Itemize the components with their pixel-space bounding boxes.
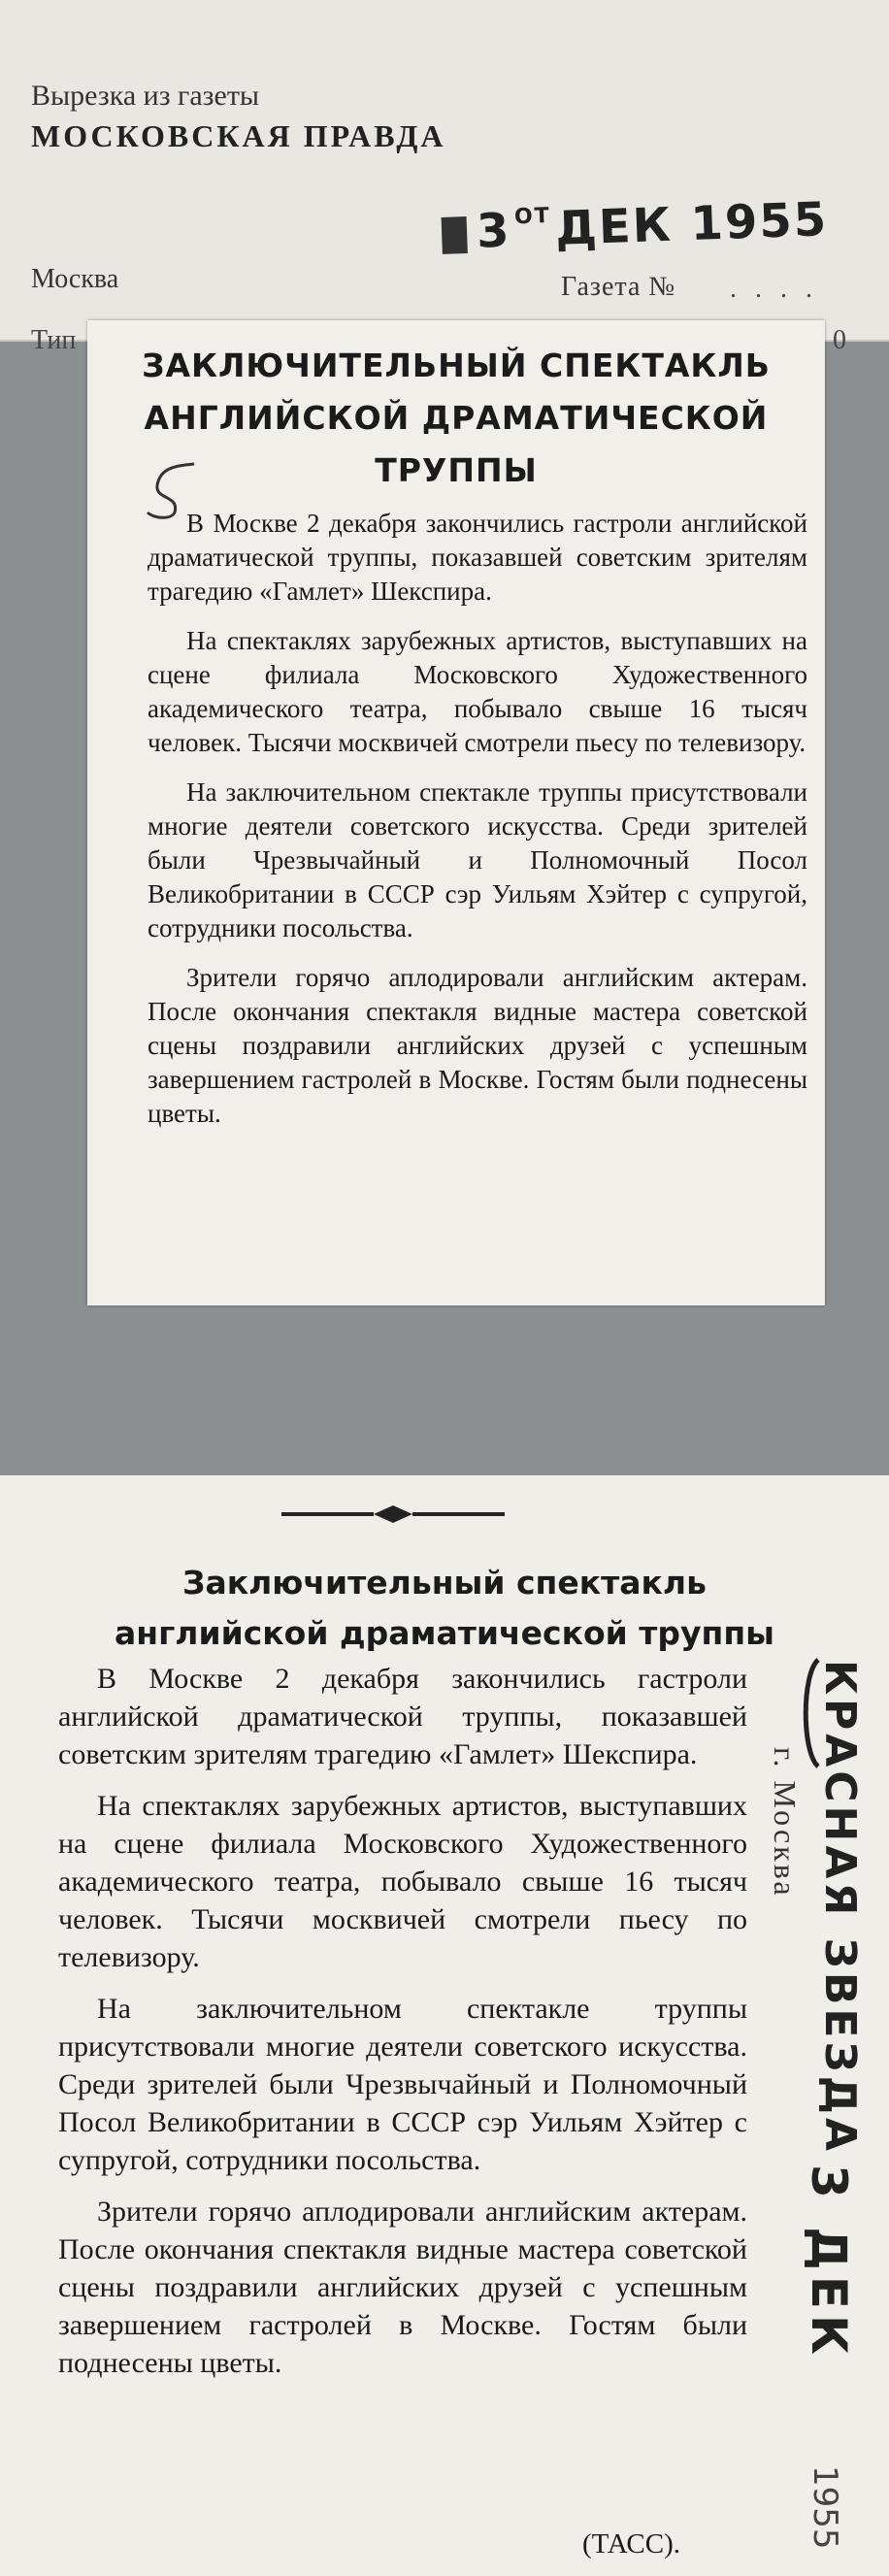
article-2-paragraph: На заключительном спектакле труппы присутствовали многие деятели советского искусства. Среди зрителей были Чрезвычайный и Полномочный Посол Великобритании в СССР сэр Уильям Хэйтер с супругой, сотрудники посольства. (58, 1993, 747, 2176)
article-clipping-1 (87, 320, 825, 1305)
stamp-day: 3 (476, 203, 512, 259)
article-1-paragraph: На заключительном спектакле труппы присутствовали многие деятели советского искусства. Среди зрителей были Чрезвычайный и Полномочный Посол Великобритании в СССР сэр Уильям Хэйтер с супругой, сотрудники посольства. (148, 777, 807, 942)
article-1-paragraph: Зрители горячо аплодировали английским актерам. После окончания спектакля видные мастера советской сцены поздравили английских друзей с успешным завершением гастролей в Москве. Гостям были поднесены цветы. (148, 963, 807, 1128)
article-2-paragraph: Зрители горячо аплодировали английским актерам. После окончания спектакля видные мастера советской сцены поздравили английских друзей с успешным завершением гастролей в Москве. Гостям были поднесены цветы. (58, 2196, 747, 2379)
article-2-body (58, 1660, 747, 2395)
side-newspaper-name: КРАСНАЯ ЗВЕЗДА (815, 1660, 865, 2155)
article-1-paragraph: На спектаклях зарубежных артистов, выступавших на сцене филиала Московского Художественного академического театра, побывало свыше 16 тысяч человек. Тысячи москвичей смотрели пьесу по телевизору. (148, 626, 807, 757)
ornament-divider-icon (281, 1500, 505, 1529)
side-city: г. Москва (768, 1747, 803, 1899)
tip-label: Тип (31, 325, 77, 355)
article-1-paragraph: В Москве 2 декабря закончились гастроли английской драматической труппы, показавшей советским зрителям трагедию «Гамлет» Шекспира. (148, 509, 807, 606)
article-1-title (87, 340, 825, 497)
side-year: 1955 (806, 2465, 844, 2550)
article-1-body (148, 507, 807, 1146)
article-2-title (0, 1558, 889, 1659)
side-date-stamp: 3 ДЕК (801, 2164, 857, 2361)
article-1-title-line: ЗАКЛЮЧИТЕЛЬНЫЙ СПЕКТАКЛЬ (142, 347, 771, 384)
gazeta-number: . . . . (730, 274, 818, 304)
stamp-mark-icon (442, 216, 468, 254)
article-1-title-line: АНГЛИЙСКОЙ ДРАМАТИЧЕСКОЙ (144, 399, 769, 437)
stamp-month-year: ДЕК 1955 (554, 192, 830, 256)
article-1-title-line: ТРУППЫ (375, 451, 538, 489)
gazeta-label: Газета № (561, 272, 676, 302)
article-2-source: (ТАСС). (582, 2528, 681, 2559)
article-2-title-line: Заключительный спектакль (182, 1564, 707, 1602)
newspaper-name: МОСКОВСКАЯ ПРАВДА (31, 118, 446, 153)
cutting-label: Вырезка из газеты (31, 80, 260, 112)
article-2-paragraph: На спектаклях зарубежных артистов, выступавших на сцене филиала Московского Художественного академического театра, побывало свыше 16 тысяч человек. Тысячи москвичей смотрели пьесу по телевизору. (58, 1790, 747, 1973)
tip-right: 0 (833, 325, 846, 355)
article-2-paragraph: В Москве 2 декабря закончились гастроли английской драматической труппы, показавшей советским зрителям трагедию «Гамлет» Шекспира. (58, 1663, 747, 1770)
article-2-title-line: английской драматической труппы (115, 1614, 774, 1652)
stamp-ot: ОТ (513, 204, 552, 230)
city-label: Москва (31, 264, 119, 294)
